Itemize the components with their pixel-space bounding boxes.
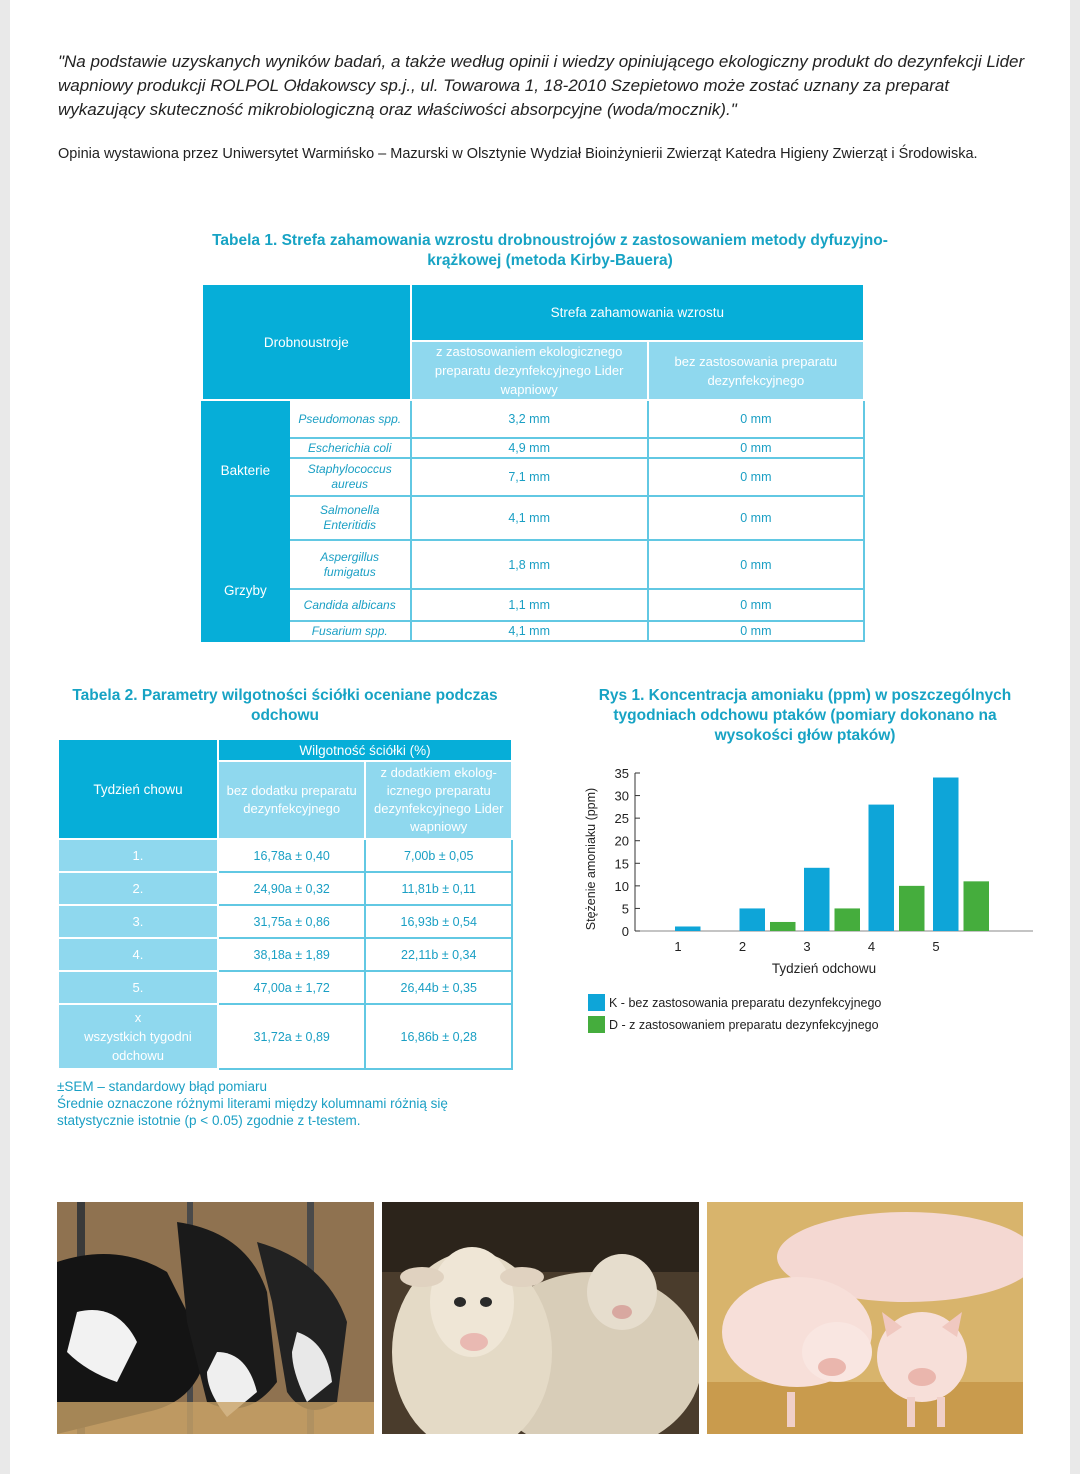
table2-cell-without: 16,78a ± 0,40	[218, 839, 366, 872]
y-tick-label: 35	[614, 766, 629, 781]
table2-week: 1.	[58, 839, 218, 872]
table1-organism: Escherichia coli	[289, 438, 411, 458]
table2-week: 5.	[58, 971, 218, 1004]
table1-cell-with: 4,9 mm	[411, 438, 648, 458]
x-tick-label: 5	[932, 939, 940, 954]
bar-d-week-2	[770, 922, 796, 931]
table1-cell-with: 3,2 mm	[411, 400, 648, 438]
y-tick-label: 30	[614, 788, 629, 804]
legend-swatch-k	[588, 994, 605, 1011]
bar-k-week-2	[740, 908, 766, 931]
table1-header-without: bez zastosowania preparatu dezynfekcyjnego	[648, 341, 864, 400]
table2-week: 4.	[58, 938, 218, 971]
sheep-photo	[382, 1202, 699, 1434]
table1-cell-with: 1,1 mm	[411, 589, 648, 621]
x-tick-label: 2	[738, 939, 747, 954]
table1-cell-without: 0 mm	[648, 496, 864, 540]
bar-d-week-4	[899, 886, 925, 931]
table2-notes	[57, 1078, 527, 1129]
pig-photo	[707, 1202, 1023, 1434]
table2-week: 3.	[58, 905, 218, 938]
mean-symbol: x	[134, 1010, 142, 1025]
table2-mean-without: 31,72a ± 0,89	[218, 1004, 366, 1069]
table1-header-with: z zastosowaniem ekologicznego preparatu dezynfekcyjnego Lider wapniowy	[411, 341, 648, 400]
table1-title: Tabela 1. Strefa zahamowania wzrostu drobnoustrojów z zastosowaniem metody dyfuzyjno-krążkowej (metoda Kirby-Bauera)	[212, 232, 888, 269]
table1-organism: Staphylococcus aureus	[289, 458, 411, 496]
y-tick-label: 25	[614, 811, 629, 827]
table2-header-week: Tydzień chowu	[58, 739, 218, 839]
y-axis-label: Stężenie amoniaku (ppm)	[584, 787, 598, 931]
table1-header-organisms: Drobnoustroje	[202, 284, 411, 400]
bar-d-week-5	[964, 881, 990, 931]
y-tick-label: 10	[614, 878, 629, 894]
table2-cell-without: 38,18a ± 1,89	[218, 938, 366, 971]
ammonia-bar-chart	[570, 758, 1040, 1048]
table2-title: Tabela 2. Parametry wilgotności ściółki oceniane podczas odchowu	[72, 687, 498, 724]
table1-cell-without: 0 mm	[648, 458, 864, 496]
bar-k-week-5	[933, 778, 959, 931]
table2-cell-without: 31,75a ± 0,86	[218, 905, 366, 938]
table1-organism: Fusarium spp.	[289, 621, 411, 641]
table2-cell-with: 22,11b ± 0,34	[365, 938, 512, 971]
quote-text: "Na podstawie uzyskanych wyników badań, a także według opinii i wiedzy opiniującego ekologiczny produkt do dezynfekcji Lider wapniowy produkcji ROLPOL Ołdakowscy sp.j., ul. Towarowa 1, 18-2010 Szepietowo może zostać uznany za preparat wykazujący skuteczność mikrobiologiczną oraz właściwości absorpcyjne (woda/mocznik)."	[58, 52, 1025, 119]
bar-k-week-4	[869, 805, 895, 931]
table2-header-moisture: Wilgotność ściółki (%)	[218, 739, 512, 761]
legend-label-d: D - z zastosowaniem preparatu dezynfekcyjnego	[609, 1018, 879, 1032]
y-tick-label: 5	[621, 901, 629, 917]
table2	[57, 738, 513, 1070]
table1-cell-with: 4,1 mm	[411, 496, 648, 540]
y-tick-label: 15	[614, 856, 629, 872]
table1-cell-with: 4,1 mm	[411, 621, 648, 641]
table2-cell-without: 24,90a ± 0,32	[218, 872, 366, 905]
table1-cell-without: 0 mm	[648, 438, 864, 458]
table1-group-fungi: Grzyby	[202, 540, 289, 641]
bar-d-week-3	[835, 908, 861, 931]
cow-photo	[57, 1202, 374, 1434]
table1	[201, 283, 865, 642]
note-sem: ±SEM – standardowy błąd pomiaru	[57, 1079, 268, 1094]
mean-label-text: wszystkich tygodni odchowu	[84, 1029, 192, 1063]
table1-organism: Pseudomonas spp.	[289, 400, 411, 438]
table1-cell-with: 7,1 mm	[411, 458, 648, 496]
table1-group-bacteria: Bakterie	[202, 400, 289, 540]
table1-organism: Aspergillus fumigatus	[289, 540, 411, 589]
legend-label-k: K - bez zastosowania preparatu dezynfekcyjnego	[609, 996, 882, 1010]
table1-cell-without: 0 mm	[648, 589, 864, 621]
table1-cell-without: 0 mm	[648, 400, 864, 438]
x-axis-label: Tydzień odchowu	[771, 961, 877, 976]
table2-week: 2.	[58, 872, 218, 905]
table1-organism: Salmonella Enteritidis	[289, 496, 411, 540]
table1-organism: Candida albicans	[289, 589, 411, 621]
legend-swatch-d	[588, 1016, 605, 1033]
table1-cell-with: 1,8 mm	[411, 540, 648, 589]
table2-header-without: bez dodatku preparatu dezynfekcyjnego	[218, 761, 366, 839]
table2-cell-with: 16,93b ± 0,54	[365, 905, 512, 938]
x-tick-label: 4	[867, 939, 876, 954]
y-tick-label: 0	[621, 924, 629, 939]
table2-header-with: z dodatkiem ekolog-icznego preparatu dezynfekcyjnego Lider wapniowy	[365, 761, 512, 839]
chart-title: Rys 1. Koncentracja amoniaku (ppm) w poszczególnych tygodniach odchowu ptaków (pomiary dokonano na wysokości głów ptaków)	[598, 687, 1012, 744]
table2-cell-with: 11,81b ± 0,11	[365, 872, 512, 905]
x-tick-label: 3	[803, 939, 811, 954]
table2-cell-with: 7,00b ± 0,05	[365, 839, 512, 872]
opinion-text: Opinia wystawiona przez Uniwersytet Warmińsko – Mazurski w Olsztynie Wydział Bioinżynierii Zwierząt Katedra Higieny Zwierząt i Środowiska.	[58, 146, 978, 162]
table1-cell-without: 0 mm	[648, 621, 864, 641]
note-ttest: Średnie oznaczone różnymi literami między kolumnami różnią się statystycznie istotnie (p < 0.05) zgodnie z t-testem.	[57, 1096, 448, 1128]
x-tick-label: 1	[674, 939, 682, 954]
page	[10, 0, 1070, 1474]
y-tick-label: 20	[614, 833, 629, 849]
table1-cell-without: 0 mm	[648, 540, 864, 589]
table2-cell-without: 47,00a ± 1,72	[218, 971, 366, 1004]
bar-k-week-1	[675, 926, 701, 931]
bar-k-week-3	[804, 868, 830, 931]
table2-mean-with: 16,86b ± 0,28	[365, 1004, 512, 1069]
table2-cell-with: 26,44b ± 0,35	[365, 971, 512, 1004]
table1-header-zone: Strefa zahamowania wzrostu	[411, 284, 864, 341]
table2-mean-label	[58, 1004, 218, 1069]
